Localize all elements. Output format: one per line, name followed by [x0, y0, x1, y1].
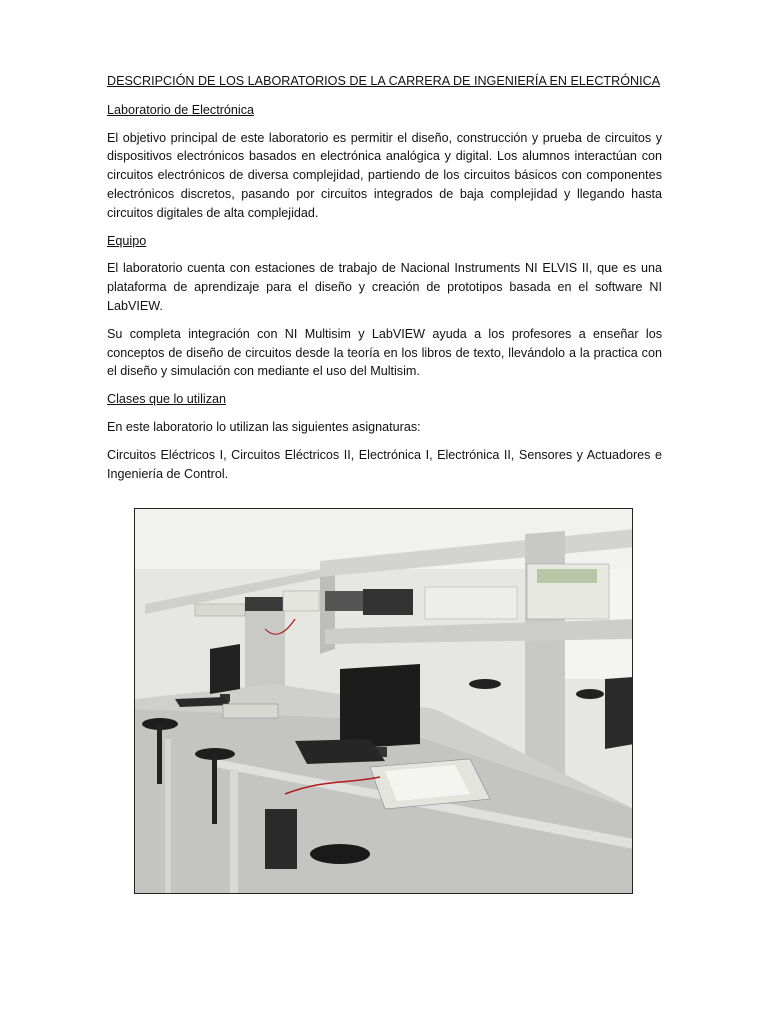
equipment-heading: Equipo: [107, 233, 147, 248]
lab-photo: [134, 508, 633, 894]
document-title: DESCRIPCIÓN DE LOS LABORATORIOS DE LA CARRERA DE INGENIERÍA EN ELECTRÓNICA: [107, 74, 661, 88]
lab-heading: Laboratorio de Electrónica: [107, 102, 255, 117]
document-content: [107, 72, 662, 492]
classes-intro: En este laboratorio lo utilizan las siguientes asignaturas:: [107, 419, 421, 434]
classes-heading: Clases que lo utilizan: [107, 392, 227, 407]
lab-paragraph: El objetivo principal de este laboratorio es permitir el diseño, construcción y prueba de circuitos y dispositivos electrónicos basados en electrónica analógica y digital. Los alumnos interactúan con circuitos electrónicos de diversa complejidad, partiendo de los circuitos básicos con componentes electrónicos discretos, pasando por circuitos integrados de baja complejidad y llegando hasta circuitos digitales de alta complejidad.: [107, 130, 662, 220]
equipment-paragraph-1: El laboratorio cuenta con estaciones de trabajo de Nacional Instruments NI ELVIS II, que es una plataforma de aprendizaje para el diseño y creación de prototipos basada en el software NI LabVIEW.: [107, 261, 662, 313]
classes-list: Circuitos Eléctricos I, Circuitos Eléctricos II, Electrónica I, Electrónica II, Sensores y Actuadores e Ingeniería de Control.: [107, 447, 662, 481]
equipment-paragraph-2: Su completa integración con NI Multisim y LabVIEW ayuda a los profesores a enseñar los conceptos de diseño de circuitos desde la teoría en los libros de texto, llevándolo a la practica con el diseño y simulación con mediante el uso del Multisim.: [107, 326, 662, 379]
